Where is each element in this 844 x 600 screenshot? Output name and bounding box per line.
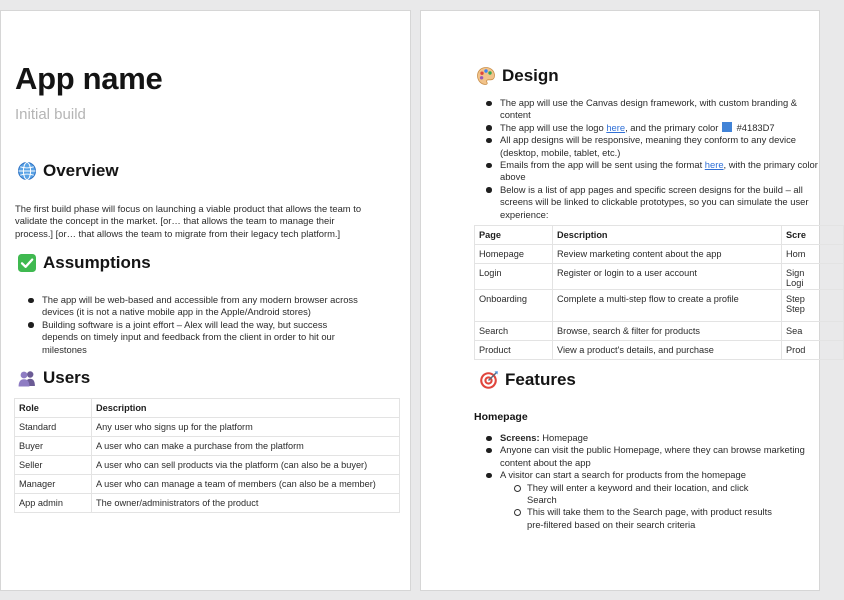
screens-cell: Hom: [782, 245, 844, 264]
target-icon: [479, 370, 499, 390]
table-row: [475, 341, 844, 360]
role-cell: Seller: [15, 456, 92, 475]
table-row: [15, 475, 400, 494]
table-row: [475, 245, 844, 264]
list-item: Emails from the app will be sent using the format here, with the primary color above: [500, 159, 818, 183]
description-cell: A user who can manage a team of members (can also be a member): [92, 475, 400, 494]
list-item: The app will be web-based and accessible from any modern browser across devices (it is not a native mobile app in the Apple/Android stores): [42, 294, 358, 318]
column-header: Description: [92, 399, 400, 418]
column-header: Description: [553, 226, 782, 245]
page-cell: Homepage: [475, 245, 553, 264]
list-item: This will take them to the Search page, with product results pre-filtered based on their search criteria: [527, 506, 780, 531]
page-title: App name: [15, 61, 163, 96]
document-page-left: [0, 10, 411, 591]
page-cell: Login: [475, 264, 553, 290]
column-header: Role: [15, 399, 92, 418]
features-subheading: Homepage: [474, 411, 528, 423]
screens-cell: Sea: [782, 322, 844, 341]
list-item: Anyone can visit the public Homepage, where they can browse marketing content about the app: [500, 444, 818, 469]
role-cell: App admin: [15, 494, 92, 513]
page-subtitle: Initial build: [15, 106, 86, 123]
list-item: All app designs will be responsive, meaning they conform to any device (desktop, mobile, tablet, etc.): [500, 134, 818, 159]
design-heading-text: Design: [502, 66, 559, 85]
description-cell: A user who can sell products via the platform (can also be a buyer): [92, 456, 400, 475]
table-header-row: [475, 226, 844, 245]
design-list: [500, 97, 818, 221]
overview-heading: [17, 161, 119, 181]
list-item: A visitor can start a search for products from the homepage They will enter a keyword and their location, and click Search This will take them to the Search page, with product results pre-filtered based on their search criteria: [500, 469, 818, 531]
table-header-row: [15, 399, 400, 418]
column-header: Scre: [782, 226, 844, 245]
role-cell: Manager: [15, 475, 92, 494]
features-heading-text: Features: [505, 370, 576, 389]
palette-icon: [476, 66, 496, 86]
list-item: Below is a list of app pages and specific screen designs for the build – all screens will be linked to clickable prototypes, so you can simulate the user experience:: [500, 184, 818, 221]
page-cell: Product: [475, 341, 553, 360]
check-mark-icon: [17, 253, 37, 273]
description-cell: Any user who signs up for the platform: [92, 418, 400, 437]
list-item: The app will use the logo here, and the primary color #4183D7: [500, 122, 818, 134]
list-item: Building software is a joint effort – Alex will lead the way, but success depends on timely input and feedback from the client in order to hit our milestones: [42, 319, 358, 356]
screens-cell: Prod: [782, 341, 844, 360]
column-header: Page: [475, 226, 553, 245]
screens-cell: Step Step: [782, 290, 844, 322]
table-row: [15, 494, 400, 513]
description-cell: Register or login to a user account: [553, 264, 782, 290]
page-cell: Onboarding: [475, 290, 553, 322]
globe-icon: [17, 161, 37, 181]
page-cell: Search: [475, 322, 553, 341]
logo-link[interactable]: here: [606, 121, 626, 133]
table-row: [475, 322, 844, 341]
screens-cell: Sign Logi: [782, 264, 844, 290]
users-heading: [17, 368, 90, 388]
assumptions-heading-text: Assumptions: [43, 253, 151, 272]
table-row: [15, 418, 400, 437]
description-cell: Review marketing content about the app: [553, 245, 782, 264]
features-list: [500, 432, 818, 531]
users-table: [14, 398, 400, 513]
description-cell: The owner/administrators of the product: [92, 494, 400, 513]
table-row: [475, 290, 844, 322]
list-item: They will enter a keyword and their location, and click Search: [527, 482, 780, 507]
list-item: The app will use the Canvas design framework, with custom branding & content: [500, 97, 818, 122]
color-swatch: [722, 122, 732, 132]
assumptions-heading: [17, 253, 151, 273]
features-sublist: [500, 482, 780, 532]
design-heading: [476, 66, 559, 86]
pages-table: [474, 225, 844, 360]
users-heading-text: Users: [43, 368, 91, 387]
features-heading: [479, 370, 576, 390]
overview-heading-text: Overview: [43, 161, 119, 180]
list-item: Screens: Homepage: [500, 432, 818, 444]
overview-text: The first build phase will focus on launching a viable product that allows the team to validate the concept in the market. [or… that allows the team to manage their process.] [or… that allows the team to migrate from their legacy tech platform.]: [15, 203, 362, 239]
email-format-link[interactable]: here: [704, 159, 724, 171]
primary-color-value: #4183D7: [736, 121, 775, 133]
description-cell: A user who can make a purchase from the platform: [92, 437, 400, 456]
table-row: [15, 437, 400, 456]
table-row: [15, 456, 400, 475]
users-icon: [17, 368, 37, 388]
description-cell: View a product's details, and purchase: [553, 341, 782, 360]
description-cell: Browse, search & filter for products: [553, 322, 782, 341]
description-cell: Complete a multi-step flow to create a profile: [553, 290, 782, 322]
table-row: [475, 264, 844, 290]
document-page-right: [420, 10, 820, 591]
role-cell: Standard: [15, 418, 92, 437]
role-cell: Buyer: [15, 437, 92, 456]
assumptions-list: [42, 294, 358, 356]
